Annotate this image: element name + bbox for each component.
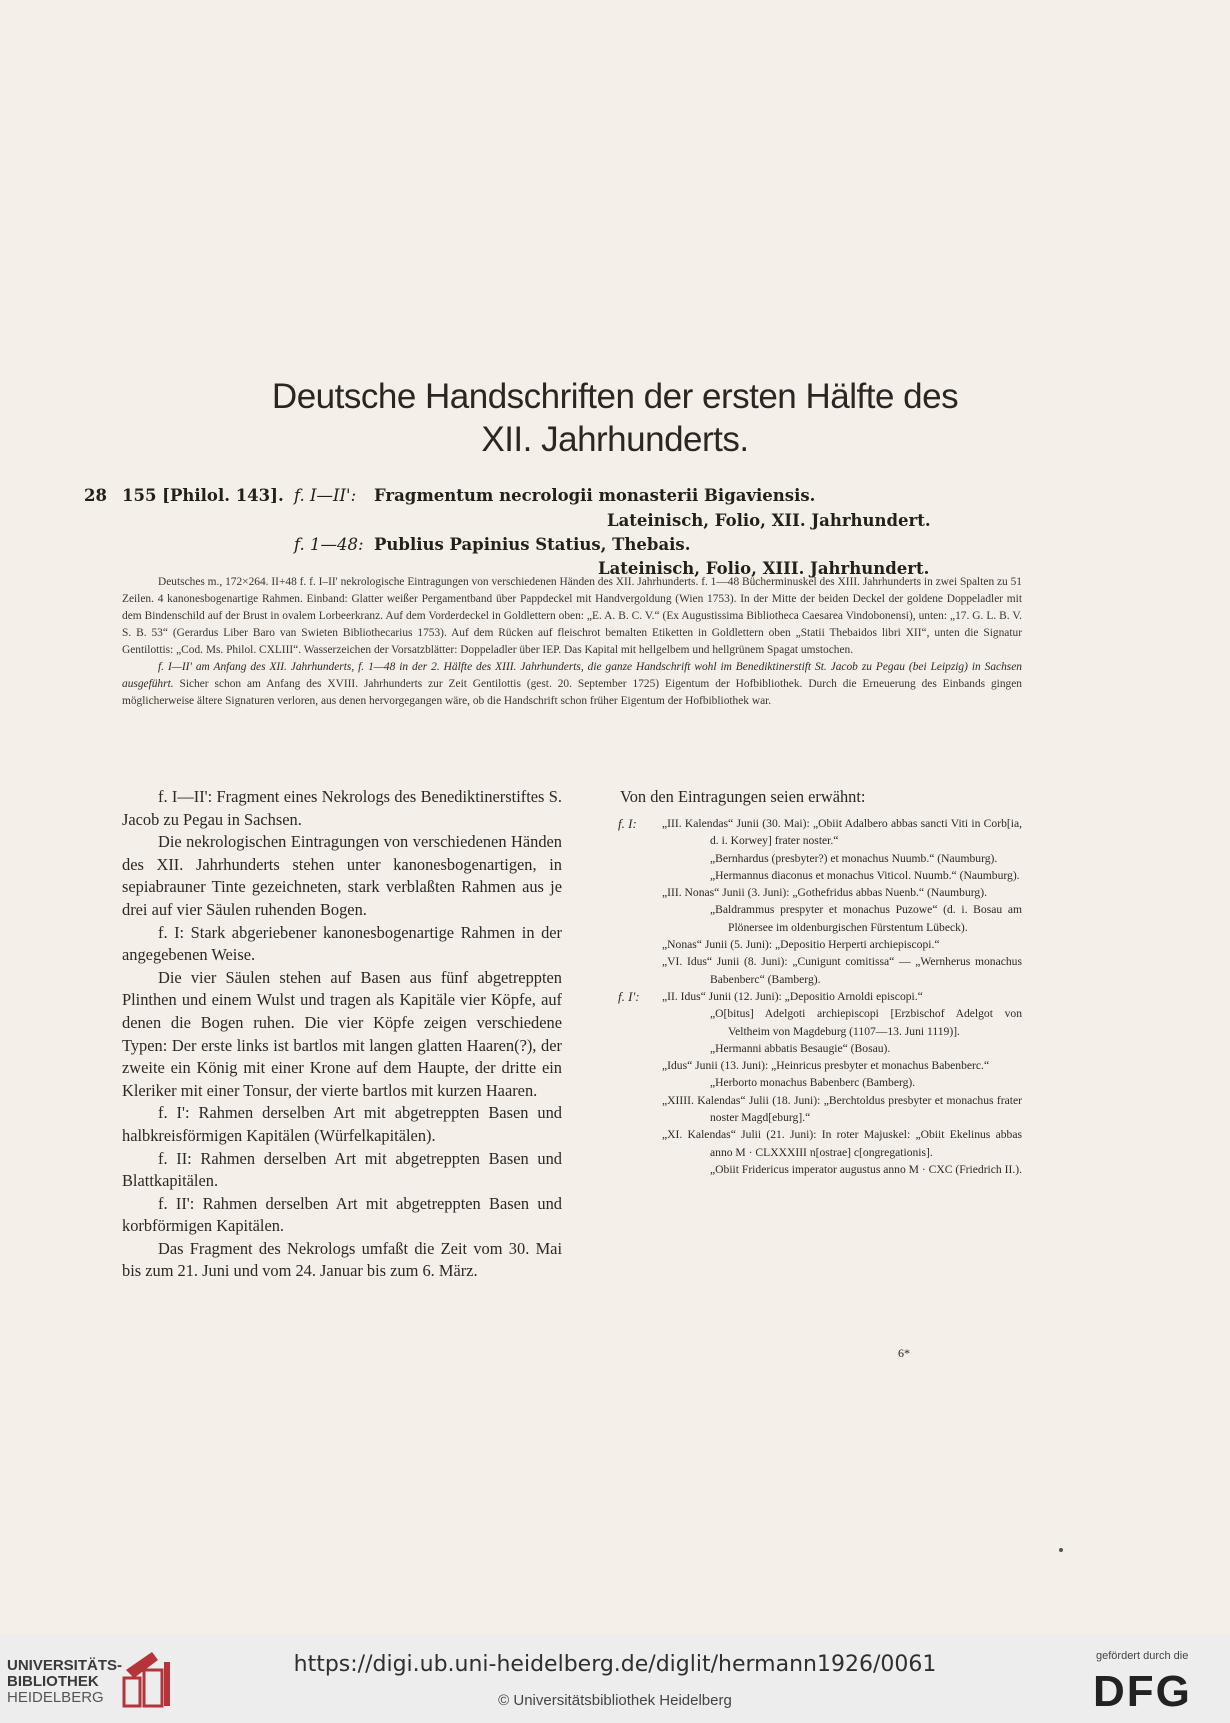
left-paragraph: Die vier Säulen stehen auf Basen aus fünf abgetreppten Plinthen und einem Wulst und tragen als Kapitäle vier Köpfe, auf denen die Bogen ruhen. Die vier Köpfe zeigen verschiedene Typen: Der erste links ist bartlos mit langen glatten Haaren(?), der zweite ein König mit einer Krone auf dem Haupte, der dritte ein Kleriker mit einer Tonsur, der vierte bartlos mit kurzen Haaren. [122,967,562,1100]
page-title-line2: XII. Jahrhunderts. [481,420,749,459]
library-name-line3: HEIDELBERG [7,1689,104,1706]
entry-text: „XIIII. Kalendas“ Julii (18. Juni): „Berchtoldus presbyter et monachus frater noster Magd[eburg].“ [662,1093,1022,1125]
manuscript-description [122,574,1022,710]
entry-fol1-label: f. I—II': [294,486,357,505]
entry-text: „VI. Idus“ Junii (8. Juni): „Cunigunt comitissa“ — „Wernherus monachus Babenberc“ (Bamberg). [662,955,1022,986]
entry-text: „III. Nonas“ Junii (3. Juni): „Gothefridus abbas Nuenb.“ (Naumburg). [662,886,987,900]
entry-row [618,884,1022,901]
entry-row [618,1040,1022,1057]
footer-bar [0,1634,1230,1723]
entry-row [618,867,1022,884]
entry-text: „Herborto monachus Babenberc (Bamberg). [710,1076,916,1090]
entry-row [618,1074,1022,1091]
entry-row [618,953,1022,988]
library-name-line1: UNIVERSITÄTS- [7,1657,123,1674]
entry-text: „Hermannus diaconus et monachus Viticol. Nuumb.“ (Naumburg). [710,868,1020,882]
entry-row [618,1005,1022,1040]
entry-row [618,815,1022,850]
description-paragraph2 [122,659,1022,710]
document-url-link[interactable]: https://digi.ub.uni-heidelberg.de/diglit/hermann1926/0061 [293,1652,937,1677]
left-paragraph: Die nekrologischen Eintragungen von verschiedenen Händen des XII. Jahrhunderts stehen unter kanonesbogenartigen, in sepiabrauner Tinte gezeichneten, stark verblaßten Rahmen aus je drei auf vier Säulen ruhenden Bogen. [122,832,562,919]
entry-text: „XI. Kalendas“ Julii (21. Juni): In roter Majuskel: „Obiit Ekelinus abbas anno M · CLXXXIII n[ostrae] c[ongregationis]. [662,1128,1022,1159]
dfg-logo-icon[interactable]: DFG [1093,1667,1192,1716]
entry-text: „Obiit Fridericus imperator augustus anno M · CXC (Friedrich II.). [710,1162,1023,1176]
folio-label: f. I': [618,988,640,1004]
entry-text: „Nonas“ Junii (5. Juni): „Depositio Herperti archiepiscopi.“ [662,938,940,952]
entry-text: „Hermanni abbatis Besaugie“ (Bosau). [710,1041,891,1055]
page-title-line1: Deutsche Handschriften der ersten Hälfte des [271,377,959,416]
entry-lang2: Lateinisch, Folio, XIII. Jahrhundert. [598,559,930,578]
entry-lang1: Lateinisch, Folio, XII. Jahrhundert. [607,511,931,530]
funding-label: gefördert durch die [1096,1650,1189,1662]
left-paragraph: f. I—II': Fragment eines Nekrologs des Benediktinerstiftes S. Jacob zu Pegau in Sachsen. [122,787,562,829]
entry-row [618,1057,1022,1074]
left-paragraph: f. I: Stark abgeriebener kanonesbogenartige Rahmen in der angegebenen Weise. [122,922,562,965]
entry-number: 28 [84,486,107,505]
copyright-text: © Universitätsbibliothek Heidelberg [498,1692,732,1709]
description-paragraph1: Deutsches m., 172×264. II+48 f. f. I–II' nekrologische Eintragungen von verschiedenen Händen des XII. Jahrhunderts. f. 1—48 Bücherminuskel des XIII. Jahrhunderts in zwei Spalten zu 51 Zeilen. 4 kanonesbogenartige Rahmen. Einband: Glatter weißer Pergamentband über Pappdeckel mit Handvergoldung (Wien 1753). In der Mitte der beiden Deckel der goldene Doppeladler mit dem Bindenschild auf der Brust in ovalem Lorbeerkranz. Auf dem Vorderdeckel in Goldlettern oben: „E. A. B. C. V.“ (Ex Augustissima Bibliotheca Caesarea Vindobonensi), unten: „17. G. L. B. V. S. B. 53“ (Gerardus Liber Baro van Swieten Bibliothecarius 1753). Auf dem Rücken auf fleischrot bemalten Etiketten in Goldlettern oben „Statii Thebaidos libri XII“, unten die Signatur Gentilottis: „Cod. Ms. Philol. CXLIII“. Wasserzeichen der Vorsatzblätter: Doppeladler über IEP. Das Kapital mit hellgelbem und hellgrünem Spagat umstochen. [122,576,1022,656]
entry-text: „III. Kalendas“ Junii (30. Mai): „Obiit Adalbero abbas sancti Viti in Corb[ia, d. i. Korwey] frater noster.“ [662,817,1022,848]
entry-fol2 [294,535,364,554]
right-column [618,787,1022,1178]
left-paragraph: f. II: Rahmen derselben Art mit abgetreppten Basen und Blattkapitälen. [122,1148,562,1191]
entry-code: 155 [Philol. 143]. [122,486,284,505]
left-paragraph: f. II': Rahmen derselben Art mit abgetreppten Basen und korbförmigen Kapitälen. [122,1193,562,1236]
right-column-heading: Von den Eintragungen seien erwähnt: [620,787,866,806]
library-name-line2: BIBLIOTHEK [7,1673,99,1690]
ink-spot [1059,1548,1063,1552]
entry-text: „Idus“ Junii (13. Juni): „Heinricus presbyter et monachus Babenberc.“ [662,1059,990,1073]
entry-text: „II. Idus“ Junii (12. Juni): „Depositio Arnoldi episcopi.“ [662,989,923,1003]
entry-row [618,1092,1022,1127]
entry-row [618,988,1022,1005]
left-paragraph: f. I': Rahmen derselben Art mit abgetreppten Basen und halbkreisförmigen Kapitälen (Würfelkapitälen). [122,1103,562,1145]
entry-row [618,936,1022,953]
entry-text: „O[bitus] Adelgoti archiepiscopi [Erzbischof Adelgot von Veltheim von Magdeburg (1107—13. Juni 1119)]. [710,1007,1022,1038]
entry-row [618,850,1022,867]
folio-label: f. I: [618,816,637,831]
entry-title1: Fragmentum necrologii monasterii Bigaviensis. [374,486,816,505]
page-number: 6* [898,1346,910,1360]
entry-text: „Bernhardus (presbyter?) et monachus Nuumb.“ (Naumburg). [710,851,998,865]
entry-row [618,901,1022,936]
description-paragraph2-rest: Sicher schon am Anfang des XVIII. Jahrhunderts zur Zeit Gentilottis (gest. 20. September 1725) Eigentum der Hofbibliothek. Durch die Erneuerung des Einbands gingen möglicherweise ältere Signaturen verloren, aus denen hervorgegangen wäre, ob die Handschrift schon früher Eigentum der Hofbibliothek war. [122,678,1022,707]
entry-row [618,1161,1022,1178]
entry-title2: Publius Papinius Statius, Thebais. [374,535,691,554]
entry-row [618,1126,1022,1161]
left-column [122,786,562,1283]
entry-fol2-label: f. 1—48: [294,535,364,554]
left-paragraph: Das Fragment des Nekrologs umfaßt die Zeit vom 30. Mai bis zum 21. Juni und vom 24. Januar bis zum 6. März. [122,1238,562,1281]
entry-text: „Baldrammus prespyter et monachus Puzowe“ (d. i. Bosau am Plönersee im oldenburgischen Fürstentum Lübeck). [710,903,1022,934]
description-paragraph2-italic: f. I—II' am Anfang des XII. Jahrhunderts, f. 1—48 in der 2. Hälfte des XIII. Jahrhunderts, die ganze Handschrift wohl im Benediktinerstift St. Jacob zu Pegau (bei Leipzig) in Sachsen ausgeführt. [122,661,1022,690]
entry-fol1 [294,486,356,505]
